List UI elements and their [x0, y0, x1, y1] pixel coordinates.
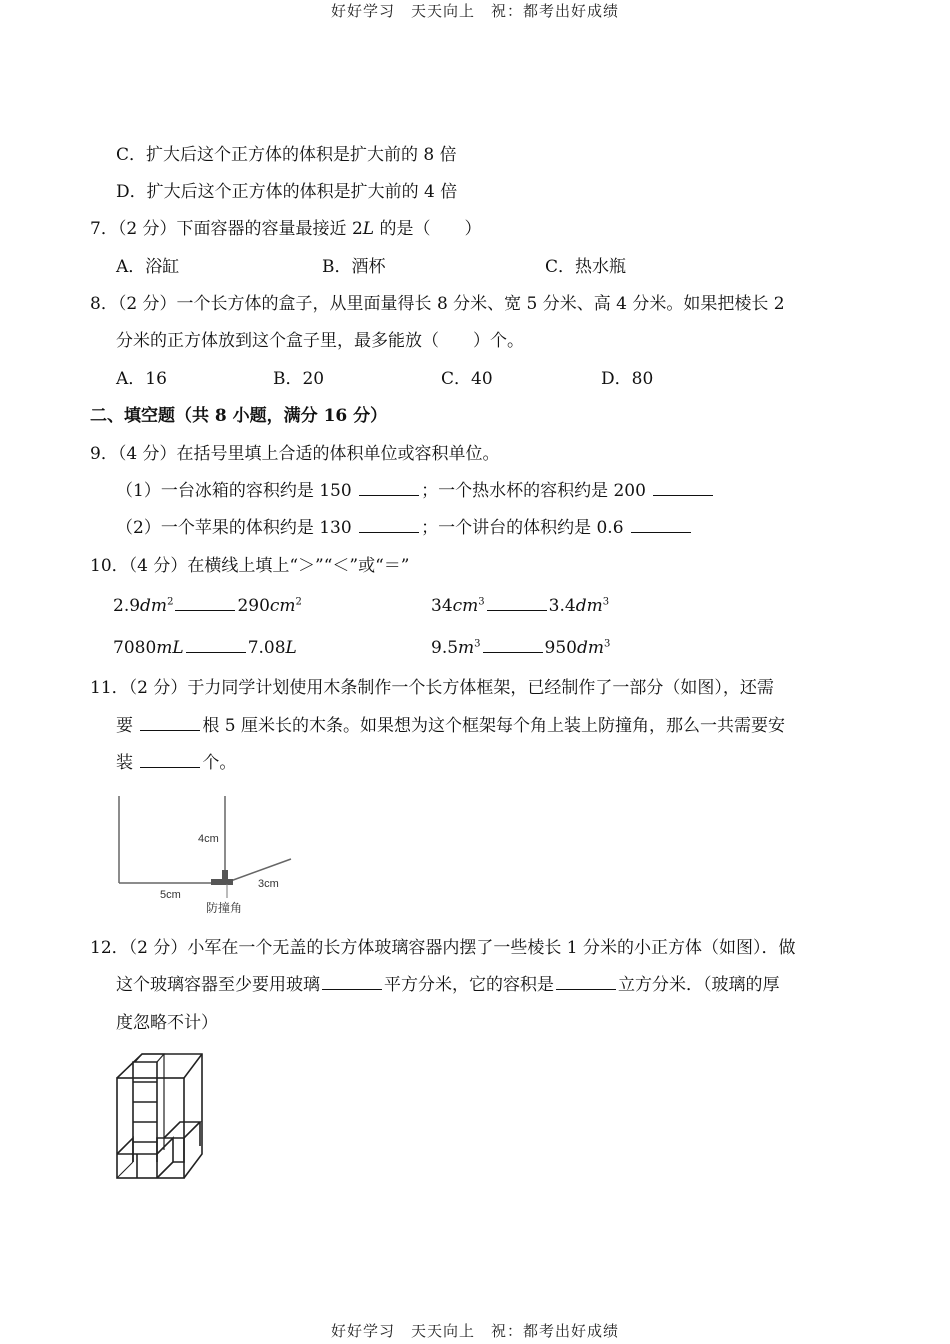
q7-stem	[90, 217, 481, 241]
q9-stem: 9．（4 分）在括号里填上合适的体积单位或容积单位。	[90, 444, 500, 464]
q10-b-unit: cm	[452, 596, 479, 616]
q6-option-d: D．扩大后这个正方体的体积是扩大前的 4 倍	[116, 182, 458, 202]
q10-d-unit: m	[458, 638, 475, 658]
q10-c2-num: 7.08	[247, 638, 286, 658]
q10-blank-b[interactable]	[487, 594, 547, 611]
cube-bottom-left-top	[117, 1138, 133, 1162]
q9-blank-1[interactable]	[359, 479, 419, 496]
fig-label-height: 4cm	[198, 833, 219, 845]
page-footer: 好好学习 天天向上 祝：都考出好成绩	[330, 1322, 619, 1340]
q11-blank-2[interactable]	[140, 751, 200, 768]
q12-stem2a: 这个玻璃容器至少要用玻璃	[116, 975, 320, 995]
q8-option-d: D．80	[601, 369, 654, 389]
q10-c-unit: mL	[156, 638, 184, 658]
q10-a2-unit: cm	[269, 596, 296, 616]
q6-option-c: C．扩大后这个正方体的体积是扩大前的 8 倍	[116, 145, 457, 165]
q10-d-exp: 3	[474, 638, 481, 650]
q10-b2-exp: 3	[602, 596, 610, 608]
q10-blank-d[interactable]	[483, 636, 543, 653]
q7-option-a: A．浴缸	[116, 257, 180, 277]
q8-stem-line1: 8．（2 分）一个长方体的盒子，从里面量得长 8 分米、宽 5 分米、高 4 分米。如果把棱长 2	[90, 294, 785, 314]
q11-stem3a: 装	[116, 753, 139, 773]
cube-back-top	[164, 1122, 200, 1138]
q10-a-num: 2.9	[113, 596, 141, 616]
q9-blank-2[interactable]	[653, 479, 713, 496]
q10-b2-unit: dm	[575, 596, 603, 616]
q12-stem-line2	[116, 973, 780, 997]
q10-c-num: 7080	[113, 638, 157, 658]
q12-blank-1[interactable]	[322, 973, 382, 990]
q7-stem-pre: 7．（2 分）下面容器的容量最接近 2	[90, 219, 363, 239]
q7-option-c: C．热水瓶	[545, 257, 627, 277]
q12-stem2c: 立方分米．（玻璃的厚	[618, 975, 780, 995]
q10-item-a	[113, 594, 302, 618]
q8-option-a: A．16	[116, 369, 167, 389]
q12-stem2b: 平方分米，它的容积是	[384, 975, 554, 995]
q7-stem-unit: L	[362, 219, 375, 239]
q9-l1b: ；一个热水杯的容积约是 200	[421, 481, 646, 501]
q10-d2-num: 950	[544, 638, 577, 658]
q11-stem-line1: 11．（2 分）于力同学计划使用木条制作一个长方体框架，已经制作了一部分（如图），还需	[90, 678, 774, 698]
q10-c2-unit: L	[285, 638, 297, 658]
q9-line2	[116, 516, 693, 540]
q8-stem-line2: 分米的正方体放到这个盒子里，最多能放（ ）个。	[116, 331, 524, 351]
fig-label-width: 3cm	[258, 878, 279, 890]
q11-stem2a: 要	[116, 716, 139, 736]
q10-a2-num: 290	[237, 596, 270, 616]
q9-l2b: ；一个讲台的体积约是 0.6	[421, 518, 624, 538]
q9-l1a: （1）一台冰箱的容积约是 150	[116, 481, 352, 501]
section-title: 二、填空题（共 8 小题，满分 16 分）	[90, 406, 388, 426]
q11-stem-line3	[116, 751, 236, 775]
q10-item-c	[113, 636, 297, 660]
q10-blank-a[interactable]	[175, 594, 235, 611]
q10-d-num: 9.5	[431, 638, 459, 658]
q12-container-figure	[112, 1050, 212, 1182]
fig-bumper-up	[222, 870, 228, 884]
q11-frame-figure	[110, 790, 300, 920]
q7-option-b: B．酒杯	[322, 257, 386, 277]
q7-stem-post: 的是（ ）	[374, 219, 482, 239]
fig-label-corner: 防撞角	[206, 901, 243, 915]
q10-a-unit: dm	[140, 596, 168, 616]
q9-line1	[116, 479, 715, 503]
cube-column	[133, 1062, 157, 1162]
q9-blank-3[interactable]	[359, 516, 419, 533]
fig-label-length: 5cm	[160, 889, 181, 901]
q12-stem-line1: 12．（2 分）小军在一个无盖的长方体玻璃容器内摆了一些棱长 1 分米的小正方体（如图）．做	[90, 938, 796, 958]
q11-stem-line2	[116, 714, 785, 738]
q10-d2-exp: 3	[604, 638, 611, 650]
container-back	[117, 1054, 202, 1178]
q10-stem: 10．（4 分）在横线上填上“＞”“＜”或“＝”	[90, 556, 410, 576]
q10-b-exp: 3	[478, 596, 485, 608]
q10-d2-unit: dm	[577, 638, 605, 658]
q10-a2-exp: 2	[295, 596, 302, 608]
page-header: 好好学习 天天向上 祝：都考出好成绩	[330, 2, 619, 20]
container-hidden-edge	[117, 1162, 133, 1178]
q9-l2a: （2）一个苹果的体积约是 130	[116, 518, 352, 538]
q10-a-exp: 2	[167, 596, 174, 608]
q10-item-d	[431, 636, 610, 660]
q10-blank-c[interactable]	[186, 636, 246, 653]
q8-option-c: C．40	[441, 369, 493, 389]
q9-blank-4[interactable]	[631, 516, 691, 533]
q11-blank-1[interactable]	[140, 714, 200, 731]
cube-column-top	[135, 1054, 164, 1062]
cube-right-side	[157, 1138, 173, 1178]
q12-stem-line3: 度忽略不计）	[116, 1013, 218, 1033]
q12-blank-2[interactable]	[556, 973, 616, 990]
q10-b-num: 34	[431, 596, 453, 616]
cube-back-front	[173, 1138, 184, 1162]
container-edge-tr	[184, 1054, 202, 1078]
q10-b2-num: 3.4	[548, 596, 576, 616]
q11-stem3b: 个。	[202, 753, 237, 773]
q10-item-b	[431, 594, 609, 618]
q11-stem2b: 根 5 厘米长的木条。如果想为这个框架每个角上装上防撞角，那么一共需要安	[202, 716, 786, 736]
q8-option-b: B．20	[273, 369, 325, 389]
